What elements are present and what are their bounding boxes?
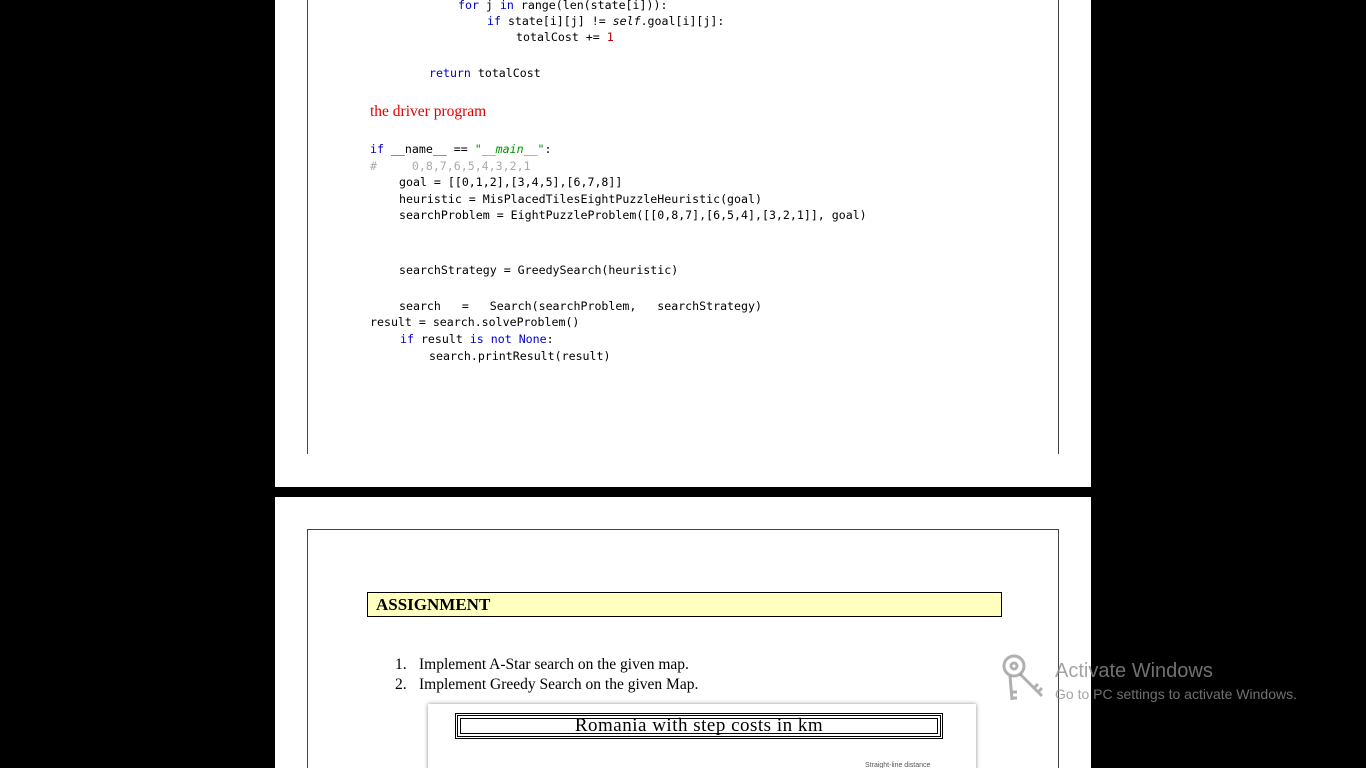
code-line-search: search = Search(searchProblem, searchStrategy) [399,299,762,313]
code-line-strategy: searchStrategy = GreedySearch(heuristic) [399,263,679,277]
code-line-main: if __name__ == "__main__": [370,142,552,156]
code-line-result: result = search.solveProblem() [370,315,580,329]
code-line-problem: searchProblem = EightPuzzleProblem([[0,8,7],[6,5,4],[3,2,1]], goal) [399,208,867,222]
code-line-for: for j in range(len(state[i])): [458,0,668,12]
code-line-comment: # 0,8,7,6,5,4,3,2,1 [370,159,531,173]
key-icon [1000,652,1050,704]
task-item: 2. Implement Greedy Search on the given Map. [395,676,699,693]
watermark-title: Activate Windows [1055,660,1213,682]
map-title: Romania with step costs in km [455,713,943,739]
code-line-if-result: if result is not None: [400,332,554,346]
code-line-print: search.printResult(result) [429,349,611,363]
code-line-heuristic: heuristic = MisPlacedTilesEightPuzzleHeuristic(goal) [399,192,762,206]
activate-windows-watermark [1000,652,1360,712]
document-page-1 [275,0,1091,487]
document-page-2 [275,497,1091,768]
assignment-heading: ASSIGNMENT [367,592,1002,617]
page-border [307,0,1059,454]
watermark-subtitle: Go to PC settings to activate Windows. [1055,686,1297,702]
map-legend: Straight-line distance [865,762,931,768]
code-line-if: if state[i][j] != self.goal[i][j]: [487,14,725,28]
driver-heading: the driver program [370,103,487,120]
code-line-return: return totalCost [429,66,541,80]
code-line-total: totalCost += 1 [516,30,614,44]
task-item: 1. Implement A-Star search on the given map. [395,656,689,673]
code-line-goal: goal = [[0,1,2],[3,4,5],[6,7,8]] [399,175,623,189]
romania-map-figure [428,704,976,768]
